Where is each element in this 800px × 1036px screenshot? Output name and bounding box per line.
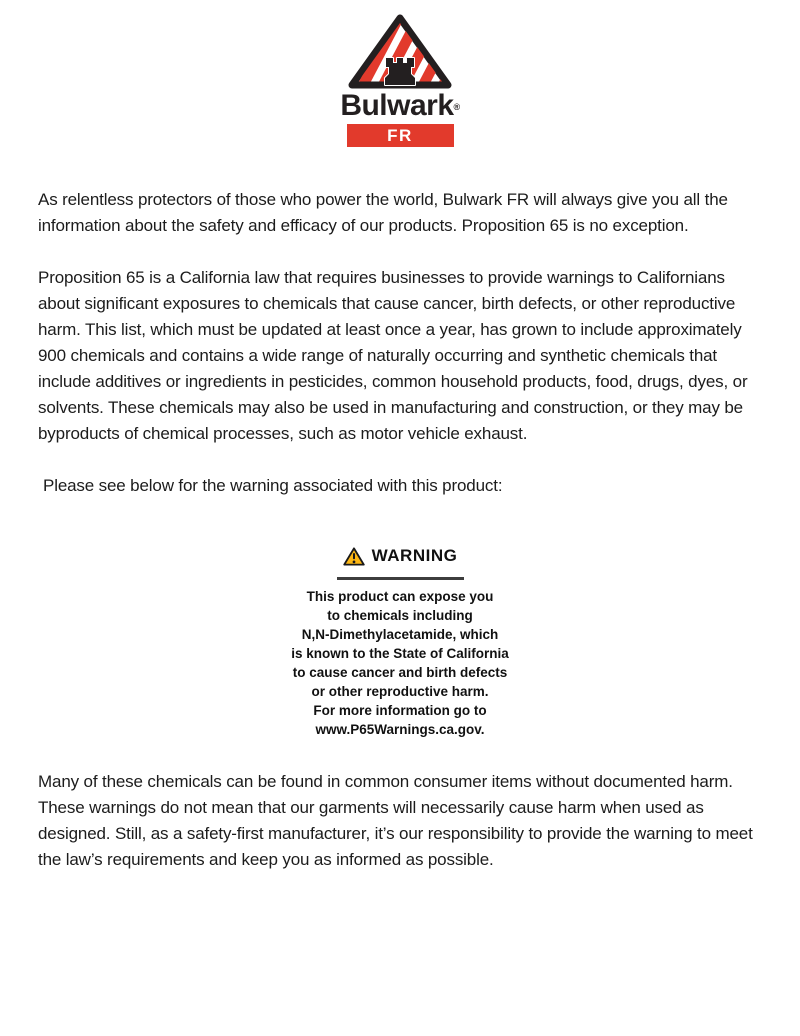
warning-line: or other reproductive harm. [311, 683, 489, 699]
warning-title: WARNING [371, 546, 458, 565]
fr-badge: FR [347, 124, 454, 147]
page-body [0, 187, 800, 873]
intro-paragraph-2: Proposition 65 is a California law that requires businesses to provide warnings to Californians about significant exposures to chemicals that cause cancer, birth defects, or other reproductive harm. This list, which must be updated at least once a year, has grown to include approximately 900 chemicals and contains a wide range of naturally occurring and synthetic chemicals that include additives or ingredients in pesticides, common household products, food, drugs, dyes, or solvents. These chemicals may also be used in manufacturing and construction, or they may be byproducts of chemical processes, such as motor vehicle exhaust. [38, 268, 748, 443]
warning-line-url: www.P65Warnings.ca.gov. [315, 721, 485, 737]
see-below-line: Please see below for the warning associated with this product: [43, 476, 503, 495]
warning-line: to cause cancer and birth defects [292, 664, 508, 680]
warning-text [38, 587, 762, 739]
warning-line: This product can expose you [306, 588, 494, 604]
brand-name: Bulwark [340, 89, 454, 122]
warning-line: For more information go to [313, 702, 487, 718]
warning-line: is known to the State of California [291, 645, 509, 661]
bulwark-fr-logo [0, 0, 800, 147]
closing-paragraph: Many of these chemicals can be found in common consumer items without documented harm. These warnings do not mean that our garments will necessarily cause harm when used as designed. Still, as a safety-first manufacturer, it’s our responsibility to provide the warning to meet the law’s requirements and keep you as informed as possible. [38, 771, 753, 869]
brand-wordmark [0, 91, 800, 121]
warning-line: to chemicals including [327, 607, 473, 623]
warning-triangle-icon [343, 547, 365, 566]
registered-trademark-symbol: ® [453, 102, 460, 112]
warning-divider [337, 577, 464, 580]
warning-line: N,N-Dimethylacetamide, which [301, 626, 499, 642]
warning-header [343, 543, 458, 569]
intro-paragraph-1: As relentless protectors of those who power the world, Bulwark FR will always give you all the information about the safety and efficacy of our products. Proposition 65 is no exception. [38, 190, 728, 235]
prop65-warning-label [38, 543, 762, 739]
bulwark-castle-triangle-icon [347, 13, 453, 90]
